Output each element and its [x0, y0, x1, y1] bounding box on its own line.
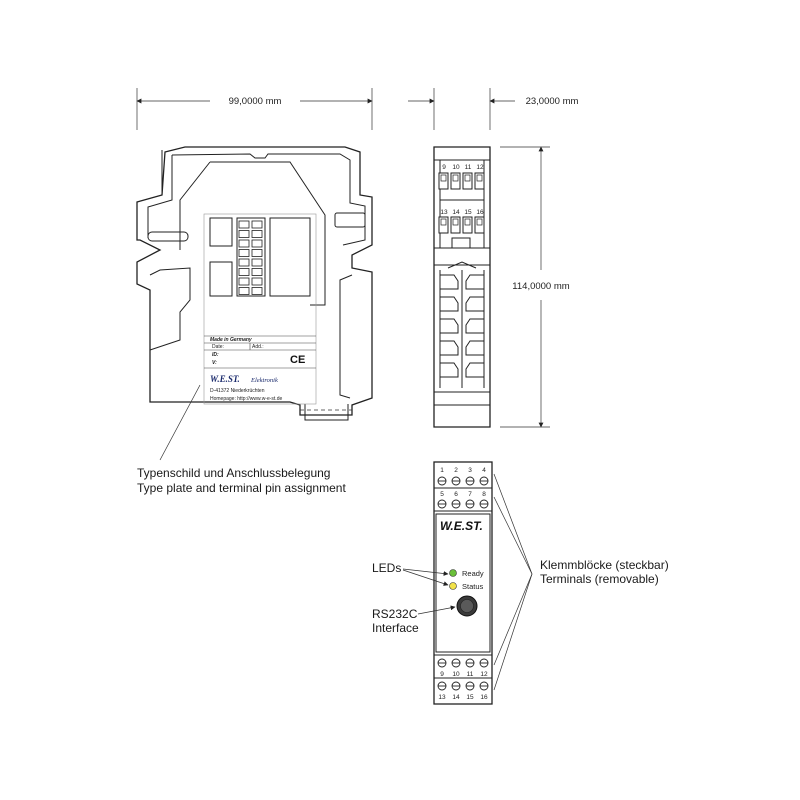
header-pin: [252, 250, 262, 257]
terminal-screw-icon[interactable]: [438, 659, 446, 667]
side-terminal-number: 11: [464, 164, 472, 171]
front-terminal-number: 4: [482, 467, 486, 474]
side-terminal-blocks: [439, 173, 484, 233]
rs232-callout-line2: Interface: [372, 621, 419, 635]
front-terminal-number: 3: [468, 467, 472, 474]
header-pin: [252, 269, 262, 276]
ce-mark: CE: [290, 354, 306, 366]
side-terminal-number: 13: [440, 209, 448, 216]
side-terminal-screw: [477, 175, 482, 181]
type-plate-callout-en: Type plate and terminal pin assignment: [137, 481, 346, 495]
side-clip: [466, 319, 484, 333]
terminals-callout-de: Klemmblöcke (steckbar): [540, 558, 669, 572]
led-status-label: Status: [462, 582, 484, 591]
header-pin: [239, 221, 249, 228]
side-terminal-screw: [465, 219, 470, 225]
terminal-screw-icon[interactable]: [438, 682, 446, 690]
side-clip: [440, 363, 458, 377]
terminal-screw-icon[interactable]: [480, 477, 488, 485]
side-clip: [440, 297, 458, 311]
pin-header: [239, 221, 262, 295]
side-terminal-screw: [441, 175, 446, 181]
header-pin: [252, 240, 262, 247]
header-pin: [252, 221, 262, 228]
front-terminals-bottom-row1: [438, 659, 488, 678]
led-ready-icon: [450, 570, 457, 577]
side-terminal-screw: [441, 219, 446, 225]
side-terminal-screw: [477, 219, 482, 225]
terminal-screw-icon[interactable]: [466, 477, 474, 485]
width-dimension-label: 99,0000 mm: [228, 96, 282, 107]
terminal-screw-icon[interactable]: [466, 500, 474, 508]
front-terminal-number: 5: [440, 491, 444, 498]
header-pin: [252, 231, 262, 238]
terminal-screw-icon[interactable]: [438, 477, 446, 485]
front-terminals-top-row2: [438, 491, 488, 508]
terminal-screw-icon[interactable]: [480, 500, 488, 508]
terminal-screw-icon[interactable]: [452, 682, 460, 690]
side-clip: [466, 341, 484, 355]
depth-dimension: [408, 88, 578, 130]
front-terminal-number: 7: [468, 491, 472, 498]
type-plate-date: Date:: [212, 344, 224, 350]
leds-leader-1: [403, 569, 448, 574]
front-terminal-number: 8: [482, 491, 486, 498]
terminals-callout-en: Terminals (removable): [540, 572, 659, 586]
side-terminal-number: 16: [476, 209, 484, 216]
header-pin: [252, 259, 262, 266]
side-terminal-screw: [453, 175, 458, 181]
front-terminal-number: 15: [466, 694, 474, 701]
terminal-screw-icon[interactable]: [452, 500, 460, 508]
side-terminal-number: 15: [464, 209, 472, 216]
header-pin: [239, 231, 249, 238]
led-status-icon: [450, 583, 457, 590]
header-pin: [239, 259, 249, 266]
front-terminal-number: 11: [466, 671, 474, 678]
header-pin: [252, 278, 262, 285]
type-plate-logo: W.E.ST.: [210, 374, 240, 384]
side-terminal-screw: [465, 175, 470, 181]
type-plate-leader: [160, 385, 200, 460]
side-terminal-numbers-row1: [442, 164, 484, 171]
front-terminal-number: 6: [454, 491, 458, 498]
terminal-screw-icon[interactable]: [452, 659, 460, 667]
side-clip: [440, 341, 458, 355]
side-terminal-numbers-row2: [440, 209, 484, 216]
side-clip: [440, 275, 458, 289]
side-clip: [466, 275, 484, 289]
leds-callout: LEDs: [372, 561, 402, 575]
front-terminals-top-row1: [438, 467, 488, 485]
side-clip: [466, 297, 484, 311]
header-pin: [239, 250, 249, 257]
rs232-connector-inner: [461, 600, 474, 613]
side-terminal-screw: [453, 219, 458, 225]
side-terminal-number: 10: [452, 164, 460, 171]
front-terminal-number: 16: [480, 694, 488, 701]
height-dimension: [500, 147, 570, 427]
front-terminal-number: 2: [454, 467, 458, 474]
front-terminal-number: 13: [438, 694, 446, 701]
type-plate-made-in: Made in Germany: [210, 337, 252, 343]
type-plate-logo-suffix: Elektronik: [251, 377, 278, 384]
narrow-side-view: [434, 147, 490, 427]
front-logo: W.E.ST.: [440, 519, 483, 533]
terminal-screw-icon[interactable]: [480, 659, 488, 667]
side-terminal-number: 9: [442, 164, 446, 171]
front-terminal-number: 12: [480, 671, 488, 678]
terminal-screw-icon[interactable]: [452, 477, 460, 485]
type-plate-add: Add.:: [252, 344, 264, 350]
type-plate-id: ID:: [212, 352, 219, 358]
side-terminal-number: 12: [476, 164, 484, 171]
header-pin: [239, 278, 249, 285]
type-plate-v: V:: [212, 360, 217, 366]
width-dimension: [137, 88, 372, 130]
type-plate-address: D-41372 Niederkrüchten: [210, 388, 265, 394]
terminal-screw-icon[interactable]: [466, 682, 474, 690]
side-view-components: [210, 218, 310, 296]
terminals-leaders: [494, 474, 532, 690]
type-plate-callout-de: Typenschild und Anschlussbelegung: [137, 466, 331, 480]
terminal-screw-icon[interactable]: [438, 500, 446, 508]
rs232-callout-line1: RS232C: [372, 607, 418, 621]
front-terminal-number: 9: [440, 671, 444, 678]
terminal-screw-icon[interactable]: [480, 682, 488, 690]
header-pin: [239, 288, 249, 295]
led-ready-label: Ready: [462, 569, 484, 578]
height-dimension-label: 114,0000 mm: [512, 281, 570, 292]
front-terminal-number: 14: [452, 694, 460, 701]
front-terminals-bottom-row2: [438, 682, 488, 701]
type-plate-homepage: Homepage: http://www.w-e-st.de: [210, 396, 283, 402]
header-pin: [239, 240, 249, 247]
side-clip: [466, 363, 484, 377]
side-clip: [440, 319, 458, 333]
header-pin: [239, 269, 249, 276]
front-terminal-number: 1: [440, 467, 444, 474]
header-pin: [252, 288, 262, 295]
side-terminal-number: 14: [452, 209, 460, 216]
leds-leader-2: [403, 570, 448, 585]
terminal-screw-icon[interactable]: [466, 659, 474, 667]
front-terminal-number: 10: [452, 671, 460, 678]
depth-dimension-label: 23,0000 mm: [525, 96, 579, 107]
